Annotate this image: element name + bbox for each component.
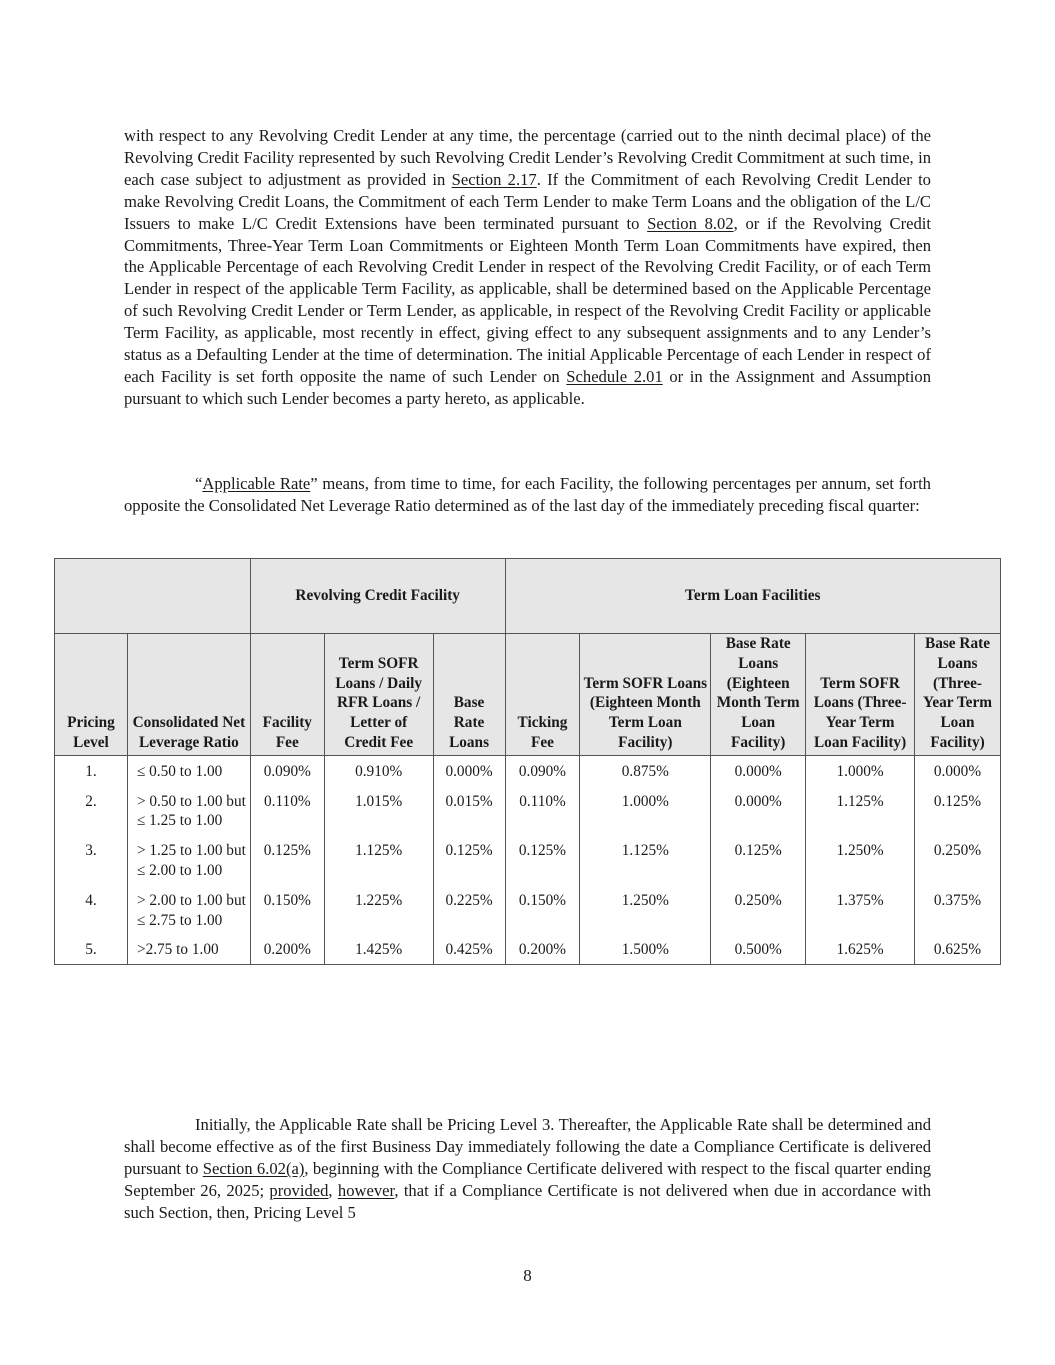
blank-group-header [55, 559, 251, 634]
cell-18m-base-rate: 0.000% [711, 786, 806, 836]
applicable-rate-table [54, 558, 1001, 965]
cell-18m-sofr: 0.875% [580, 755, 711, 785]
cell-pricing-level: 3. [55, 835, 128, 885]
cell-pricing-level: 2. [55, 786, 128, 836]
paragraph-text: ” means, from time to time, for each Facility, the following percentages per annum, set forth opposite the Consolidated Net Leverage Ratio determined as of the last day of the immediately preceding fiscal quarter: [124, 474, 931, 515]
cell-rcf-sofr: 1.125% [324, 835, 433, 885]
cell-pricing-level: 4. [55, 885, 128, 935]
applicable-rate-definition [124, 473, 931, 517]
page-number: 8 [523, 1266, 532, 1285]
table-row [55, 934, 1001, 964]
cell-3y-base-rate: 0.375% [915, 885, 1001, 935]
section-6-02a-reference[interactable]: Section 6.02(a) [202, 1158, 305, 1178]
col-header-3y-base-rate: Base Rate Loans (Three-Year Term Loan Facility) [915, 634, 1001, 756]
cell-rcf-base-rate: 0.425% [433, 934, 505, 964]
cell-18m-sofr: 1.250% [580, 885, 711, 935]
col-header-leverage-ratio: Consolidated Net Leverage Ratio [127, 634, 250, 756]
col-header-3y-sofr: Term SOFR Loans (Three-Year Term Loan Facility) [806, 634, 915, 756]
cell-3y-base-rate: 0.000% [915, 755, 1001, 785]
however-term: however [337, 1180, 395, 1200]
schedule-2-01-reference[interactable]: Schedule 2.01 [566, 366, 663, 386]
defined-term-applicable-rate: Applicable Rate [202, 474, 311, 493]
paragraph-text: Initially, the Applicable Rate shall be Pricing Level 3. Thereafter, the Applicable Rate shall be determined and shall become effective as of the first Business Day immediately following the date a Compliance Certificate is delivered pursuant to [124, 1115, 931, 1178]
cell-pricing-level: 1. [55, 755, 128, 785]
column-header-row [55, 634, 1001, 756]
cell-leverage-ratio: > 1.25 to 1.00 but ≤ 2.00 to 1.00 [127, 835, 250, 885]
cell-18m-sofr: 1.500% [580, 934, 711, 964]
cell-18m-sofr: 1.000% [580, 786, 711, 836]
cell-facility-fee: 0.090% [250, 755, 324, 785]
cell-18m-sofr: 1.125% [580, 835, 711, 885]
cell-leverage-ratio: >2.75 to 1.00 [127, 934, 250, 964]
cell-leverage-ratio: ≤ 0.50 to 1.00 [127, 755, 250, 785]
cell-ticking-fee: 0.110% [505, 786, 580, 836]
cell-facility-fee: 0.150% [250, 885, 324, 935]
table-row [55, 835, 1001, 885]
col-header-rcf-base-rate: Base Rate Loans [433, 634, 505, 756]
paragraph-text: , beginning with the Compliance Certificate delivered with respect to the fiscal quarter ending September 26, 2025; [124, 1158, 931, 1200]
section-2-17-reference[interactable]: Section 2.17 [451, 169, 537, 189]
section-8-02-reference[interactable]: Section 8.02 [647, 213, 734, 233]
applicable-percentage-paragraph [124, 125, 931, 410]
cell-3y-sofr: 1.125% [806, 786, 915, 836]
initial-pricing-paragraph [124, 1114, 931, 1224]
col-header-facility-fee: Facility Fee [250, 634, 324, 756]
cell-rcf-sofr: 1.225% [324, 885, 433, 935]
cell-ticking-fee: 0.150% [505, 885, 580, 935]
term-loan-facilities-header: Term Loan Facilities [505, 559, 1000, 634]
cell-leverage-ratio: > 0.50 to 1.00 but ≤ 1.25 to 1.00 [127, 786, 250, 836]
col-header-18m-sofr: Term SOFR Loans (Eighteen Month Term Loan Facility) [580, 634, 711, 756]
cell-18m-base-rate: 0.500% [711, 934, 806, 964]
cell-3y-base-rate: 0.625% [915, 934, 1001, 964]
paragraph-text: , [328, 1180, 338, 1200]
cell-3y-sofr: 1.375% [806, 885, 915, 935]
cell-ticking-fee: 0.125% [505, 835, 580, 885]
provided-term: provided [269, 1180, 329, 1200]
cell-rcf-sofr: 1.015% [324, 786, 433, 836]
cell-18m-base-rate: 0.125% [711, 835, 806, 885]
table-row [55, 885, 1001, 935]
cell-rcf-base-rate: 0.125% [433, 835, 505, 885]
cell-rcf-sofr: 1.425% [324, 934, 433, 964]
cell-ticking-fee: 0.090% [505, 755, 580, 785]
cell-3y-base-rate: 0.125% [915, 786, 1001, 836]
rate-table-body [55, 755, 1001, 964]
table-row [55, 786, 1001, 836]
cell-facility-fee: 0.110% [250, 786, 324, 836]
cell-pricing-level: 5. [55, 934, 128, 964]
cell-3y-base-rate: 0.250% [915, 835, 1001, 885]
cell-facility-fee: 0.125% [250, 835, 324, 885]
cell-3y-sofr: 1.000% [806, 755, 915, 785]
cell-3y-sofr: 1.250% [806, 835, 915, 885]
open-quote: “ [195, 474, 203, 493]
table-row [55, 755, 1001, 785]
col-header-pricing-level: Pricing Level [55, 634, 128, 756]
cell-facility-fee: 0.200% [250, 934, 324, 964]
paragraph-text: or in the Assignment and Assumption pursuant to which such Lender becomes a party hereto, as applicable. [124, 366, 931, 408]
cell-leverage-ratio: > 2.00 to 1.00 but ≤ 2.75 to 1.00 [127, 885, 250, 935]
col-header-18m-base-rate: Base Rate Loans (Eighteen Month Term Loan Facility) [711, 634, 806, 756]
cell-18m-base-rate: 0.250% [711, 885, 806, 935]
col-header-ticking-fee: Ticking Fee [505, 634, 580, 756]
revolving-credit-facility-header: Revolving Credit Facility [250, 559, 505, 634]
col-header-rcf-sofr: Term SOFR Loans / Daily RFR Loans / Letter of Credit Fee [324, 634, 433, 756]
paragraph-text: . If the Commitment of each Revolving Credit Lender to make Revolving Credit Loans, the Commitment of each Term Lender to make Term Loans and the obligation of the L/C Issuers to make L/C Credit Extensions have been terminated pursuant to [124, 169, 931, 233]
cell-rcf-base-rate: 0.225% [433, 885, 505, 935]
cell-rcf-base-rate: 0.000% [433, 755, 505, 785]
cell-3y-sofr: 1.625% [806, 934, 915, 964]
cell-rcf-sofr: 0.910% [324, 755, 433, 785]
cell-rcf-base-rate: 0.015% [433, 786, 505, 836]
paragraph-text: with respect to any Revolving Credit Lender at any time, the percentage (carried out to the ninth decimal place) of the Revolving Credit Facility represented by such Revolving Credit Lender’s Revolving Credit Commitment at such time, in each case subject to adjustment as provided in [124, 126, 931, 189]
paragraph-text: , or if the Revolving Credit Commitments, Three-Year Term Loan Commitments or Eighteen Month Term Loan Commitments have expired, then the Applicable Percentage of each Revolving Credit Lender in respect of the Revolving Credit Facility, or of each Term Lender in respect of the applicable Term Facility, as applicable, shall be determined based on the Applicable Percentage of such Revolving Credit Lender or Term Lender, as applicable, in respect of the Revolving Credit Facility or applicable Term Facility, as applicable, most recently in effect, giving effect to any subsequent assignments and to any Lender’s status as a Defaulting Lender at the time of determination. The initial Applicable Percentage of each Lender in respect of each Facility is set forth opposite the name of such Lender on [124, 213, 931, 386]
paragraph-text: , that if a Compliance Certificate is not delivered when due in accordance with such Section, then, Pricing Level 5 [124, 1180, 931, 1222]
cell-18m-base-rate: 0.000% [711, 755, 806, 785]
cell-ticking-fee: 0.200% [505, 934, 580, 964]
group-header-row [55, 559, 1001, 634]
